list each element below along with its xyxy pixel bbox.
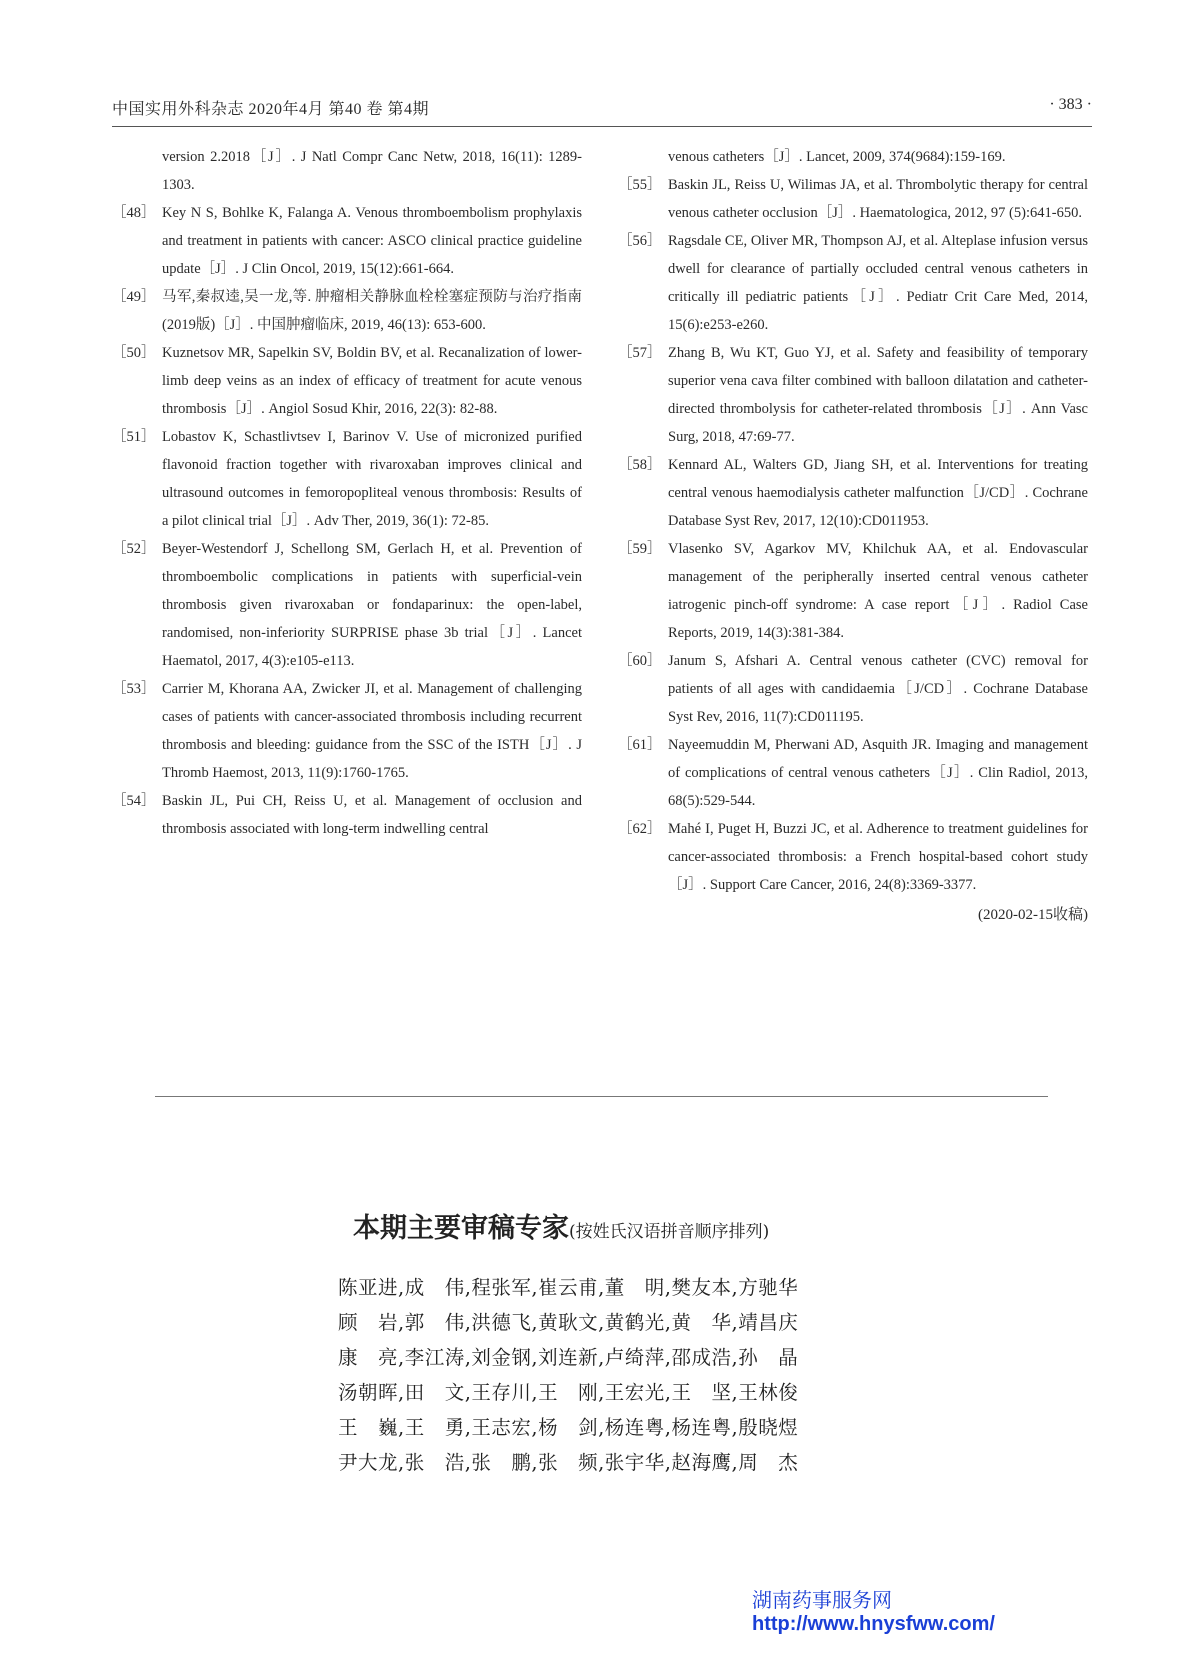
- reference-number: ［48］: [112, 205, 156, 221]
- reference-text: Mahé I, Puget H, Buzzi JC, et al. Adherence to treatment guidelines for cancer-associated thrombosis: a French hospital-based cohort study［J］. Support Care Cancer, 2016, 24(8):3369-3377.: [668, 821, 1088, 893]
- section-divider: [155, 1096, 1048, 1097]
- watermark-name: 湖南药事服务网: [752, 1588, 892, 1612]
- reference-number: ［51］: [112, 429, 156, 445]
- reference-list-right: [618, 143, 1088, 929]
- journal-info: 中国实用外科杂志 2020年4月 第40 卷 第4期: [112, 101, 430, 118]
- received-date: (2020-02-15收稿): [978, 907, 1088, 923]
- reference-text: Key N S, Bohlke K, Falanga A. Venous thromboembolism prophylaxis and treatment in patients with cancer: ASCO clinical practice guideline update［J］. J Clin Oncol, 2019, 15(12):661-664.: [162, 205, 582, 277]
- reference-item: [618, 227, 1088, 339]
- reference-text: Carrier M, Khorana AA, Zwicker JI, et al. Management of challenging cases of patients with cancer-associated thrombosis including recurrent thrombosis and bleeding: guidance from the SSC of the ISTH［J］. J Thromb Haemost, 2013, 11(9):1760-1765.: [162, 681, 582, 781]
- reference-item: [112, 675, 582, 787]
- reference-number: ［62］: [618, 821, 662, 837]
- reference-item: [618, 451, 1088, 535]
- reference-item: [618, 339, 1088, 451]
- reference-item: [112, 535, 582, 675]
- reference-item: [112, 423, 582, 535]
- page-number: · 383 ·: [1049, 96, 1092, 113]
- reference-text: Lobastov K, Schastlivtsev I, Barinov V. Use of micronized purified flavonoid fraction together with rivaroxaban improves clinical and ultrasound outcomes in femoropopliteal venous thrombosis: Results of a pilot clinical trial［J］. Adv Ther, 2019, 36(1): 72-85.: [162, 429, 582, 529]
- reviewer-line: 王 巍,王 勇,王志宏,杨 剑,杨连粤,杨连粤,殷晓煜: [338, 1416, 799, 1439]
- reference-text: Ragsdale CE, Oliver MR, Thompson AJ, et al. Alteplase infusion versus dwell for clearance of partially occluded central venous catheters in critically ill pediatric patients［J］. Pediatr Crit Care Med, 2014, 15(6):e253-e260.: [668, 233, 1088, 333]
- reference-item: [618, 647, 1088, 731]
- reference-item: [618, 143, 1088, 171]
- reference-item: [112, 787, 582, 843]
- reference-text: Baskin JL, Pui CH, Reiss U, et al. Management of occlusion and thrombosis associated with long-term indwelling central: [162, 793, 582, 837]
- reference-item: [618, 731, 1088, 815]
- reference-text: Baskin JL, Reiss U, Wilimas JA, et al. Thrombolytic therapy for central venous catheter occlusion［J］. Haematologica, 2012, 97 (5):641-650.: [668, 177, 1088, 221]
- reviewer-line: 康 亮,李江涛,刘金钢,刘连新,卢绮萍,邵成浩,孙 晶: [338, 1346, 799, 1369]
- reference-number: ［54］: [112, 793, 156, 809]
- reference-text: 马军,秦叔逵,吴一龙,等. 肿瘤相关静脉血栓栓塞症预防与治疗指南(2019版)［J］. 中国肿瘤临床, 2019, 46(13): 653-600.: [162, 289, 582, 333]
- reference-item: [112, 143, 582, 199]
- reference-text: Beyer-Westendorf J, Schellong SM, Gerlach H, et al. Prevention of thromboembolic complications in patients with superficial-vein thrombosis given rivaroxaban or fondaparinux: the open-label, randomised, non-inferiority SURPRISE phase 3b trial［J］. Lancet Haematol, 2017, 4(3):e105-e113.: [162, 541, 582, 669]
- reference-number: ［53］: [112, 681, 156, 697]
- reference-list-left: [112, 143, 582, 843]
- reviewer-line: 汤朝晖,田 文,王存川,王 刚,王宏光,王 坚,王林俊: [338, 1381, 799, 1404]
- reference-item: [618, 815, 1088, 899]
- reference-number: ［49］: [112, 289, 156, 305]
- reference-number: ［61］: [618, 737, 662, 753]
- watermark: [752, 1584, 995, 1636]
- running-header: [112, 96, 1092, 127]
- reviewer-line: 陈亚进,成 伟,程张军,崔云甫,董 明,樊友本,方驰华: [338, 1276, 799, 1299]
- reviewers-subtitle: (按姓氏汉语拼音顺序排列): [569, 1222, 770, 1242]
- reference-text: Vlasenko SV, Agarkov MV, Khilchuk AA, et al. Endovascular management of the peripherally inserted central venous catheter iatrogenic pinch-off syndrome: A case report［J］. Radiol Case Reports, 2019, 14(3):381-384.: [668, 541, 1088, 641]
- reference-text: Nayeemuddin M, Pherwani AD, Asquith JR. Imaging and management of complications of central venous catheters［J］. Clin Radiol, 2013, 68(5):529-544.: [668, 737, 1088, 809]
- reviewer-line: 顾 岩,郭 伟,洪德飞,黄耿文,黄鹤光,黄 华,靖昌庆: [338, 1311, 799, 1334]
- reference-text: Kennard AL, Walters GD, Jiang SH, et al. Interventions for treating central venous haemodialysis catheter malfunction［J/CD］. Cochrane Database Syst Rev, 2017, 12(10):CD011953.: [668, 457, 1088, 529]
- reviewers-title: 本期主要审稿专家: [353, 1213, 569, 1244]
- reference-item: [112, 199, 582, 283]
- reference-item: [112, 339, 582, 423]
- reviewer-line: 尹大龙,张 浩,张 鹏,张 频,张宇华,赵海鹰,周 杰: [338, 1451, 799, 1474]
- reference-number: ［55］: [618, 177, 662, 193]
- reference-text: Kuznetsov MR, Sapelkin SV, Boldin BV, et al. Recanalization of lower-limb deep veins as an index of efficacy of treatment for acute venous thrombosis［J］. Angiol Sosud Khir, 2016, 22(3): 82-88.: [162, 345, 582, 417]
- reference-text: venous catheters［J］. Lancet, 2009, 374(9684):159-169.: [668, 149, 1006, 165]
- reference-item: [618, 535, 1088, 647]
- reference-number: ［58］: [618, 457, 662, 473]
- reviewers-heading: [353, 1206, 913, 1245]
- reference-number: ［52］: [112, 541, 156, 557]
- reference-text: version 2.2018［J］. J Natl Compr Canc Netw, 2018, 16(11): 1289-1303.: [162, 149, 582, 193]
- reference-item: [618, 171, 1088, 227]
- reference-number: ［59］: [618, 541, 662, 557]
- reference-text: Zhang B, Wu KT, Guo YJ, et al. Safety and feasibility of temporary superior vena cava filter combined with balloon dilatation and catheter-directed thrombolysis for catheter-related thrombosis［J］. Ann Vasc Surg, 2018, 47:69-77.: [668, 345, 1088, 445]
- reviewer-list: [338, 1270, 868, 1480]
- reference-number: ［57］: [618, 345, 662, 361]
- reference-number: ［56］: [618, 233, 662, 249]
- reference-text: Janum S, Afshari A. Central venous catheter (CVC) removal for patients of all ages with candidaemia［J/CD］. Cochrane Database Syst Rev, 2016, 11(7):CD011195.: [668, 653, 1088, 725]
- reference-item: [112, 283, 582, 339]
- reference-number: ［50］: [112, 345, 156, 361]
- reference-number: ［60］: [618, 653, 662, 669]
- watermark-url[interactable]: http://www.hnysfww.com/: [752, 1613, 995, 1635]
